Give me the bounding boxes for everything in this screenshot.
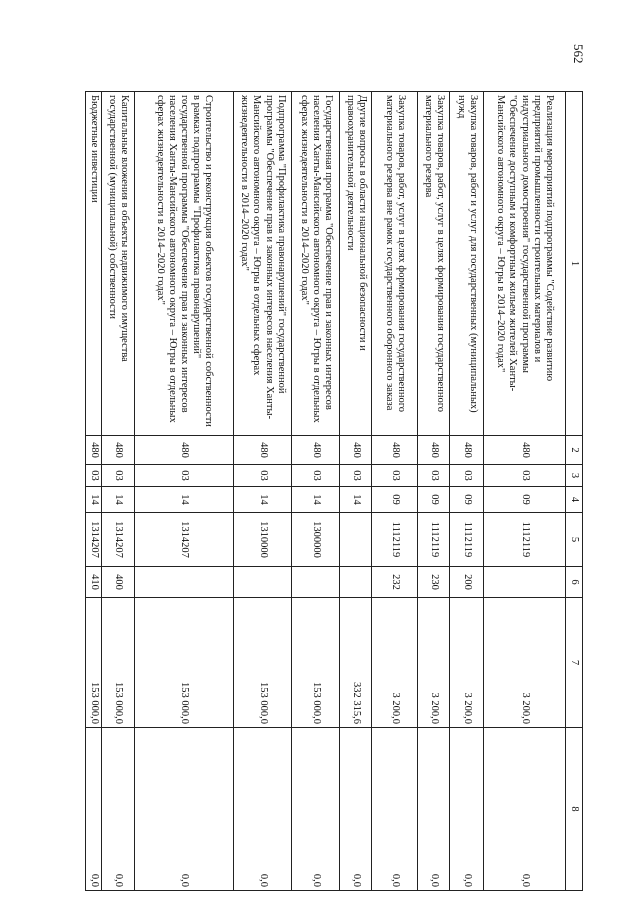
- cell-admin-code: 480: [418, 436, 450, 465]
- cell-subsection: 09: [372, 487, 418, 513]
- cell-amount-2: 0,0: [372, 728, 418, 891]
- cell-amount-2: 0,0: [292, 728, 340, 891]
- column-header: 5: [566, 513, 583, 567]
- cell-admin-code: 480: [340, 436, 372, 465]
- cell-subsection: 09: [450, 487, 484, 513]
- table-row: [418, 92, 450, 891]
- cell-target-article: 1300000: [292, 513, 340, 567]
- cell-expense-type: [135, 567, 233, 598]
- cell-section: 03: [372, 465, 418, 487]
- column-header: 6: [566, 567, 583, 598]
- cell-amount-2: 0,0: [86, 728, 102, 891]
- row-name: Реализация мероприятий подпрограммы "Содействие развитию предприятий промышленности строительных материалов и индустриального домостроения" государственной программы "Обеспечение доступным и комфортным жильем жителей Ханты-Мансийского автономного округа – Югры в 2014–2020 годах": [483, 92, 565, 436]
- table-row: [292, 92, 340, 891]
- cell-amount: 153 000,0: [292, 598, 340, 728]
- row-name: Бюджетные инвестиции: [86, 92, 102, 436]
- column-header: 8: [566, 728, 583, 891]
- cell-admin-code: 480: [86, 436, 102, 465]
- cell-section: 03: [86, 465, 102, 487]
- table-row: [340, 92, 372, 891]
- cell-amount-2: 0,0: [450, 728, 484, 891]
- cell-amount-2: 0,0: [135, 728, 233, 891]
- cell-expense-type: [233, 567, 291, 598]
- row-name: Подпрограмма "Профилактика правонарушений" государственной программы "Обеспечение прав и законных интересов населения Ханты-Мансийского автономного округа – Югры в отдельных сферах жизнедеятельности в 2014–2020 годах": [233, 92, 291, 436]
- cell-amount: 3 200,0: [483, 598, 565, 728]
- table-header-row: [566, 92, 583, 891]
- cell-amount-2: 0,0: [483, 728, 565, 891]
- cell-subsection: 09: [483, 487, 565, 513]
- cell-target-article: 1314207: [135, 513, 233, 567]
- table-row: [86, 92, 102, 891]
- cell-expense-type: [292, 567, 340, 598]
- cell-target-article: 1112119: [418, 513, 450, 567]
- cell-admin-code: 480: [483, 436, 565, 465]
- cell-target-article: 1314207: [102, 513, 135, 567]
- cell-expense-type: 200: [450, 567, 484, 598]
- table-row: [372, 92, 418, 891]
- cell-amount-2: 0,0: [233, 728, 291, 891]
- cell-amount: 332 315,6: [340, 598, 372, 728]
- cell-amount: 153 000,0: [233, 598, 291, 728]
- cell-subsection: 14: [292, 487, 340, 513]
- column-header: 4: [566, 487, 583, 513]
- cell-section: 03: [292, 465, 340, 487]
- cell-amount: 153 000,0: [102, 598, 135, 728]
- cell-section: 03: [233, 465, 291, 487]
- table-row: [102, 92, 135, 891]
- cell-target-article: 1112119: [483, 513, 565, 567]
- cell-expense-type: [340, 567, 372, 598]
- cell-section: 03: [483, 465, 565, 487]
- budget-table-container: [85, 91, 583, 890]
- cell-admin-code: 480: [292, 436, 340, 465]
- column-header: 3: [566, 465, 583, 487]
- budget-table: [85, 91, 583, 891]
- cell-admin-code: 480: [372, 436, 418, 465]
- cell-amount: 153 000,0: [135, 598, 233, 728]
- cell-subsection: 09: [418, 487, 450, 513]
- column-header: 7: [566, 598, 583, 728]
- cell-expense-type: 230: [418, 567, 450, 598]
- cell-target-article: 1314207: [86, 513, 102, 567]
- cell-amount-2: 0,0: [102, 728, 135, 891]
- cell-admin-code: 480: [102, 436, 135, 465]
- cell-amount: 3 200,0: [372, 598, 418, 728]
- cell-section: 03: [135, 465, 233, 487]
- row-name: Строительство и реконструкция объектов государственной собственности в рамках подпрограммы "Профилактика правонарушений" государственной программы "Обеспечение прав и законных интересов населения Ханты-Мансийского автономного округа – Югры в отдельных сферах жизнедеятельности в 2014–2020 годах": [135, 92, 233, 436]
- cell-target-article: [340, 513, 372, 567]
- table-row: [450, 92, 484, 891]
- cell-expense-type: [483, 567, 565, 598]
- cell-expense-type: 400: [102, 567, 135, 598]
- row-name: Другие вопросы в области национальной безопасности и правоохранительной деятельности: [340, 92, 372, 436]
- cell-section: 03: [450, 465, 484, 487]
- cell-section: 03: [340, 465, 372, 487]
- column-header: 1: [566, 92, 583, 436]
- cell-admin-code: 480: [450, 436, 484, 465]
- row-name: Капитальные вложения в объекты недвижимого имущества государственной (муниципальной) собственности: [102, 92, 135, 436]
- page-number: 562: [571, 44, 586, 64]
- cell-subsection: 14: [102, 487, 135, 513]
- row-name: Государственная программа "Обеспечение прав и законных интересов населения Ханты-Мансийского автономного округа – Югры в отдельных сферах жизнедеятельности в 2014–2020 годах": [292, 92, 340, 436]
- cell-amount-2: 0,0: [418, 728, 450, 891]
- cell-amount: 3 200,0: [450, 598, 484, 728]
- column-header: 2: [566, 436, 583, 465]
- cell-expense-type: 410: [86, 567, 102, 598]
- row-name: Закупка товаров, работ, услуг в целях формирования государственного материального резерва: [418, 92, 450, 436]
- cell-subsection: 14: [340, 487, 372, 513]
- cell-section: 03: [418, 465, 450, 487]
- cell-amount: 3 200,0: [418, 598, 450, 728]
- cell-amount-2: 0,0: [340, 728, 372, 891]
- cell-target-article: 1112119: [372, 513, 418, 567]
- cell-expense-type: 232: [372, 567, 418, 598]
- cell-target-article: 1310000: [233, 513, 291, 567]
- cell-subsection: 14: [135, 487, 233, 513]
- cell-subsection: 14: [86, 487, 102, 513]
- cell-amount: 153 000,0: [86, 598, 102, 728]
- cell-section: 03: [102, 465, 135, 487]
- table-row: [233, 92, 291, 891]
- cell-target-article: 1112119: [450, 513, 484, 567]
- row-name: Закупка товаров, работ, услуг в целях формирования государственного материального резерва вне рамок государственного оборонного заказа: [372, 92, 418, 436]
- cell-admin-code: 480: [233, 436, 291, 465]
- row-name: Закупка товаров, работ и услуг для государственных (муниципальных) нужд: [450, 92, 484, 436]
- cell-subsection: 14: [233, 487, 291, 513]
- cell-admin-code: 480: [135, 436, 233, 465]
- table-row: [135, 92, 233, 891]
- table-row: [483, 92, 565, 891]
